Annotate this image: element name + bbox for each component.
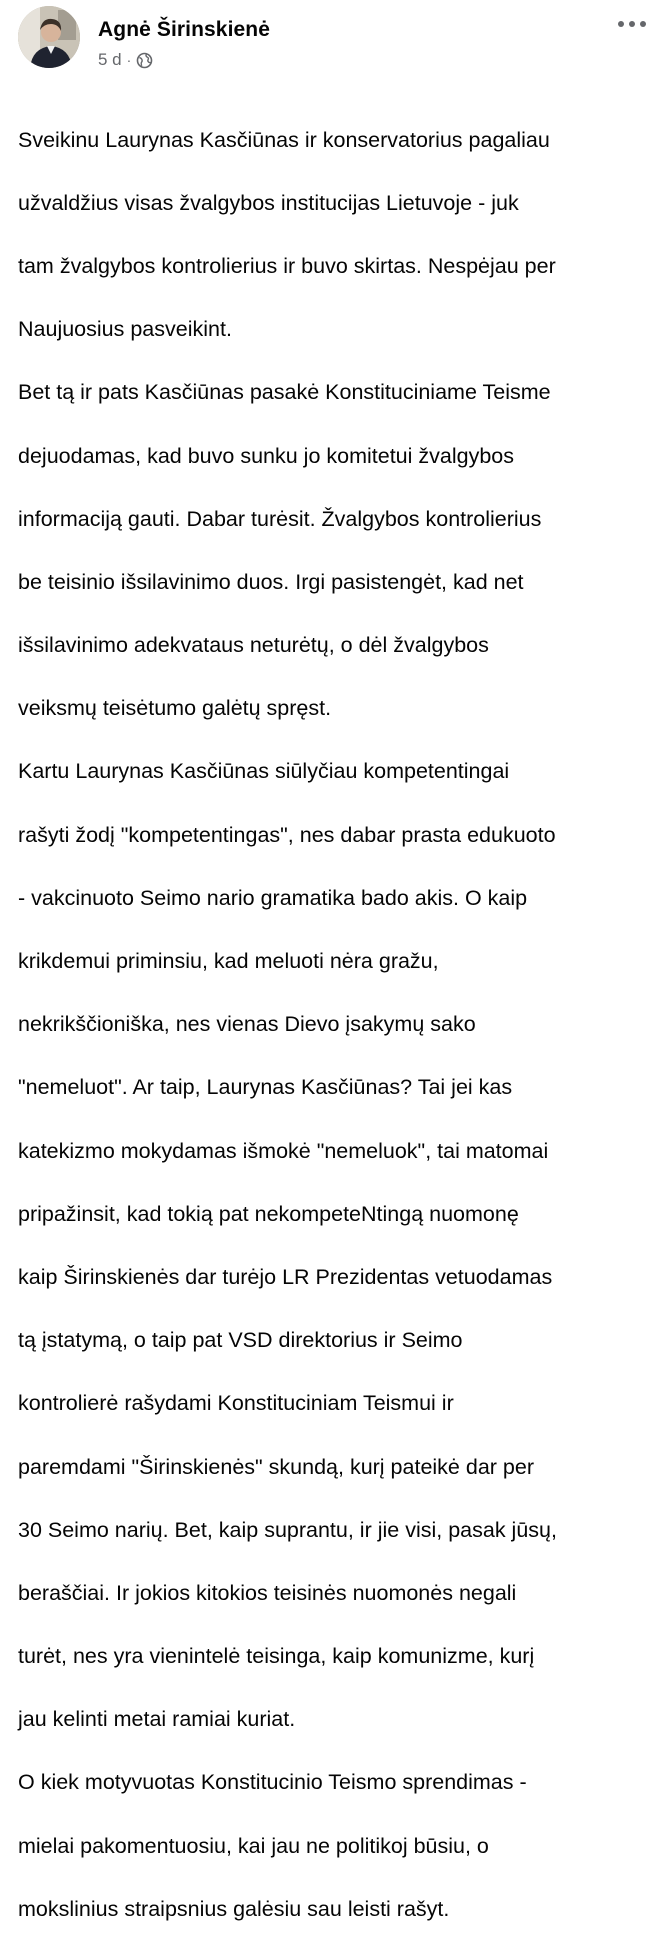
post-text-line: tą įstatymą, o taip pat VSD direktorius ir Seimo <box>18 1328 463 1353</box>
post-text-line: veiksmų teisėtumo galėtų spręst. <box>18 696 332 721</box>
post-text <box>18 93 648 1957</box>
post-text-line: O kiek motyvuotas Konstitucinio Teismo sprendimas - <box>18 1770 527 1795</box>
post-header <box>0 0 666 80</box>
post-text-line: be teisinio išsilavinimo duos. Irgi pasistengėt, kad net <box>18 569 524 594</box>
post-text-line: katekizmo mokydamas išmokė "nemeluok", tai matomai <box>18 1138 549 1163</box>
post-text-line: tam žvalgybos kontrolierius ir buvo skirtas. Nespėjau per <box>18 253 556 278</box>
post-meta <box>98 50 153 70</box>
post-text-line: beraščiai. Ir jokios kitokios teisinės nuomonės negali <box>18 1580 517 1605</box>
author-name[interactable]: Agnė Širinskienė <box>98 18 270 41</box>
post-text-line: - vakcinuoto Seimo nario gramatika bado akis. O kaip <box>18 885 528 910</box>
post-text-line: kontrolierė rašydami Konstituciniam Teismui ir <box>18 1391 454 1416</box>
post-text-line: mokslinius straipsnius galėsiu sau leisti rašyt. <box>18 1896 450 1921</box>
post-text-line: mielai pakomentuosiu, kai jau ne politikoj būsiu, o <box>18 1833 489 1858</box>
post-text-line: jau kelinti metai ramiai kuriat. <box>18 1707 296 1732</box>
post-text-line: nekrikščioniška, nes vienas Dievo įsakymų sako <box>18 1012 476 1037</box>
post-text-line: išsilavinimo adekvataus neturėtų, o dėl žvalgybos <box>18 633 489 658</box>
post-text-line: "nemeluot". Ar taip, Laurynas Kasčiūnas? Tai jei kas <box>18 1075 513 1100</box>
more-dots-icon <box>640 21 646 27</box>
post-text-line: informaciją gauti. Dabar turėsit. Žvalgybos kontrolierius <box>18 506 542 531</box>
post-text-line: Naujuosius pasveikint. <box>18 317 232 342</box>
post-text-line: 30 Seimo narių. Bet, kaip suprantu, ir jie visi, pasak jūsų, <box>18 1517 557 1542</box>
more-options-button[interactable] <box>618 14 646 34</box>
post-text-line: krikdemui priminsiu, kad meluoti nėra gražu, <box>18 949 439 974</box>
post-text-line: Kartu Laurynas Kasčiūnas siūlyčiau kompetentingai <box>18 759 510 784</box>
post-text-line: paremdami "Širinskienės" skundą, kurį pateikė dar per <box>18 1454 534 1479</box>
avatar-image <box>18 6 80 68</box>
avatar[interactable] <box>18 6 80 68</box>
post-text-line: Bet tą ir pats Kasčiūnas pasakė Konstituciniame Teisme <box>18 380 551 405</box>
post-text-line: kaip Širinskienės dar turėjo LR Prezidentas vetuodamas <box>18 1264 553 1289</box>
more-dots-icon <box>629 21 635 27</box>
meta-separator: · <box>126 52 132 68</box>
post-text-line: pripažinsit, kad tokią pat nekompeteNtingą nuomonę <box>18 1201 519 1226</box>
globe-icon[interactable] <box>136 52 153 69</box>
post-text-line: turėt, nes yra vienintelė teisinga, kaip komunizme, kurį <box>18 1644 535 1669</box>
more-dots-icon <box>618 21 624 27</box>
post-time[interactable]: 5 d <box>98 50 122 69</box>
post-text-line: užvaldžius visas žvalgybos institucijas Lietuvoje - juk <box>18 190 519 215</box>
post-text-line: Sveikinu Laurynas Kasčiūnas ir konservatorius pagaliau <box>18 127 550 152</box>
post-text-line: rašyti žodį "kompetentingas", nes dabar prasta edukuoto <box>18 822 556 847</box>
post-text-line: dejuodamas, kad buvo sunku jo komitetui žvalgybos <box>18 443 514 468</box>
